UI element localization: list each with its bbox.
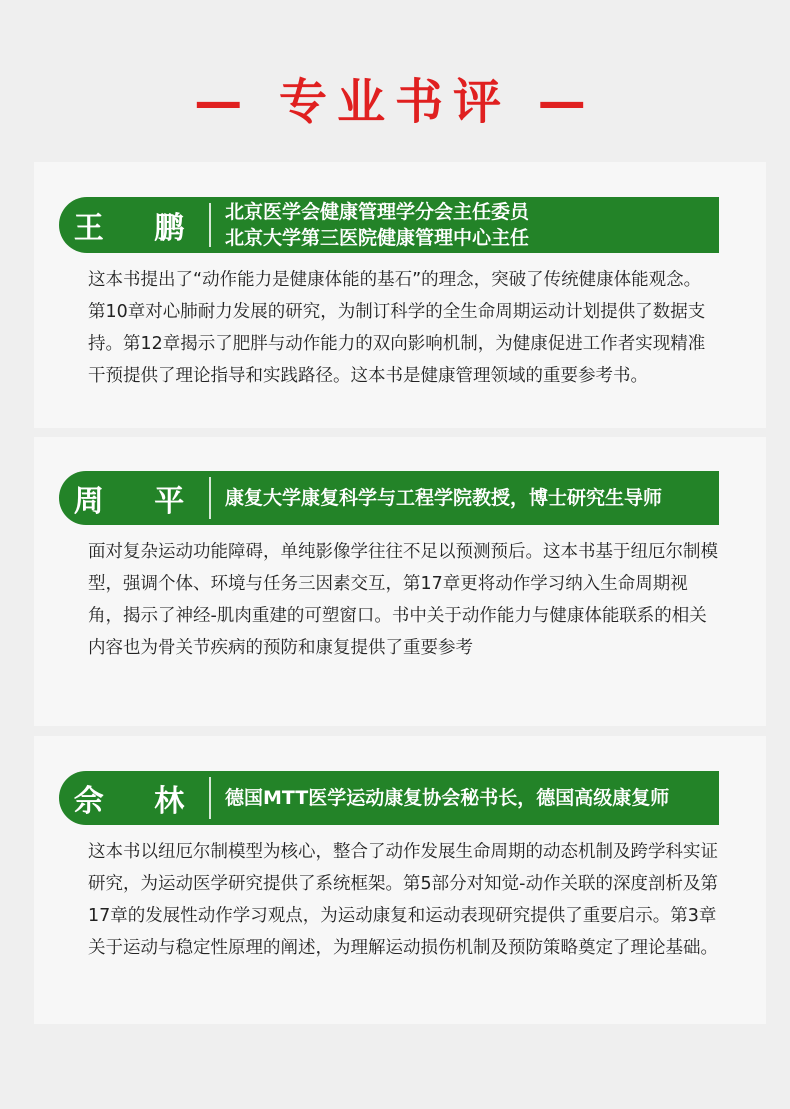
reviewer-title-line: 北京医学会健康管理学分会主任委员 (225, 201, 530, 223)
review-card (34, 162, 766, 428)
reviewer-title-line: 德国MTT医学运动康复协会秘书长，德国高级康复师 (225, 787, 670, 809)
review-text: 这本书以纽厄尔制模型为核心，整合了动作发展生命周期的动态机制及跨学科实证研究，为运动医学研究提供了系统框架。第5部分对知觉-动作关联的深度剖析及第17章的发展性动作学习观点，为运动康复和运动表现研究提供了重要启示。第3章关于运动与稳定性原理的阐述，为理解运动损伤机制及预防策略奠定了理论基础。 (88, 842, 718, 958)
review-card (34, 736, 766, 1024)
review-card (34, 437, 766, 726)
reviewer-banner (59, 471, 719, 525)
reviewer-banner (59, 197, 719, 253)
reviewer-title-line: 北京大学第三医院健康管理中心主任 (225, 227, 530, 249)
reviewer-name: 佘 林 (73, 784, 205, 819)
reviewer-name: 周 平 (73, 484, 205, 519)
reviewer-titles (211, 485, 662, 511)
reviewer-titles (211, 785, 669, 811)
reviewer-banner (59, 771, 719, 825)
review-text: 面对复杂运动功能障碍，单纯影像学往往不足以预测预后。这本书基于纽厄尔制模型，强调个体、环境与任务三因素交互，第17章更将动作学习纳入生命周期视角，揭示了神经-肌肉重建的可塑窗口。书中关于动作能力与健康体能联系的相关内容也为骨关节疾病的预防和康复提供了重要参考 (88, 542, 718, 658)
reviewer-titles (211, 199, 529, 251)
reviewer-title-line: 康复大学康复科学与工程学院教授，博士研究生导师 (225, 487, 663, 509)
review-text: 这本书提出了“动作能力是健康体能的基石”的理念，突破了传统健康体能观念。第10章对心肺耐力发展的研究，为制订科学的全生命周期运动计划提供了数据支持。第12章揭示了肥胖与动作能力的双向影响机制，为健康促进工作者实现精准干预提供了理论指导和实践路径。这本书是健康管理领域的重要参考书。 (88, 270, 706, 386)
reviewer-name: 王 鹏 (73, 211, 205, 246)
page-title: — 专业书评 — (194, 74, 596, 130)
